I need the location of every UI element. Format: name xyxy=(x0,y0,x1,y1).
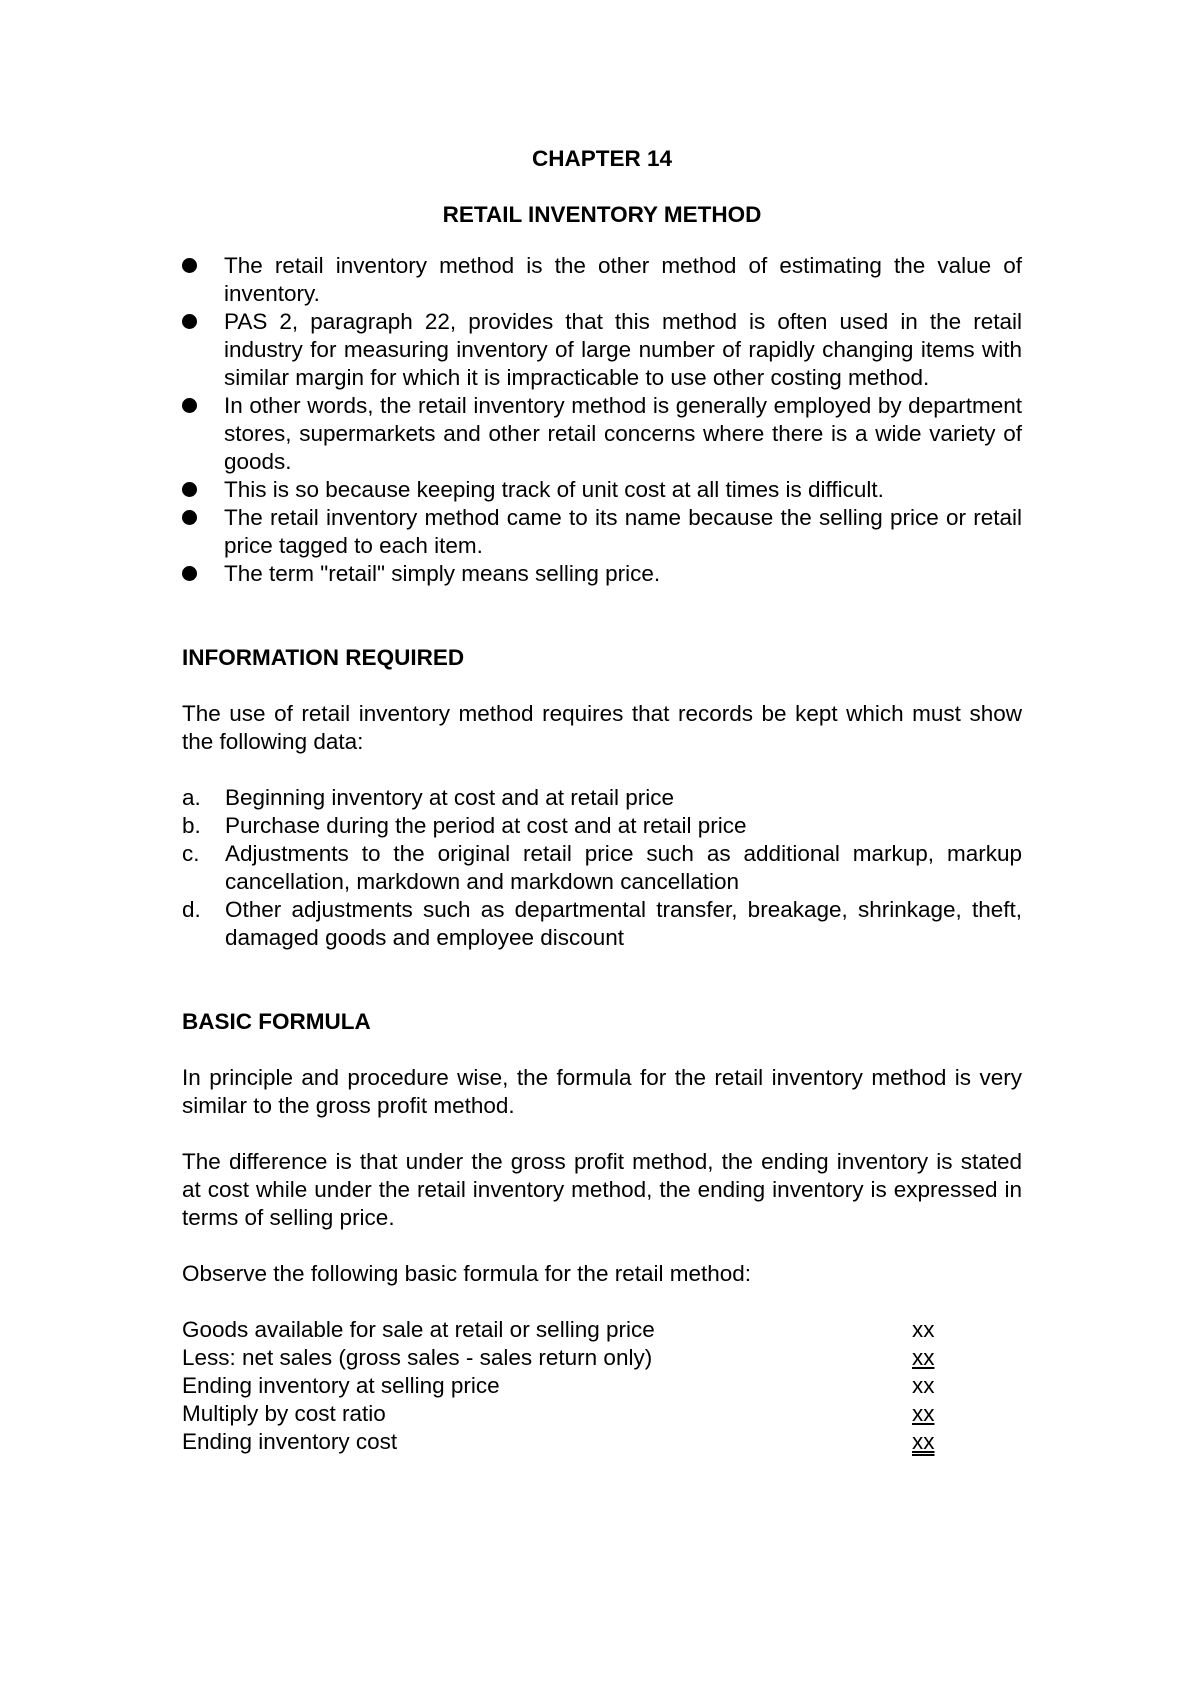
bullet-item: PAS 2, paragraph 22, provides that this method is often used in the retail industry for measuring inventory of large number of rapidly changing items with similar margin for which it is impracticable to use other costing method. xyxy=(182,308,1022,392)
formula-paragraph-2: The difference is that under the gross profit method, the ending inventory is stated at cost while under the retail inventory method, the ending inventory is expressed in terms of selling price. xyxy=(182,1149,1022,1230)
formula-row: Goods available for sale at retail or selling price xx xyxy=(182,1317,935,1342)
formula-row: Less: net sales (gross sales - sales return only) xx xyxy=(182,1345,935,1370)
bullet-item: The retail inventory method came to its name because the selling price or retail price tagged to each item. xyxy=(182,504,1022,560)
list-item: b. Purchase during the period at cost and at retail price xyxy=(182,813,747,838)
bullet-item: In other words, the retail inventory method is generally employed by department stores, supermarkets and other retail concerns where there is a wide variety of goods. xyxy=(182,392,1022,476)
section-title: RETAIL INVENTORY METHOD xyxy=(442,202,762,227)
required-data-list xyxy=(182,784,1022,952)
list-item: a. Beginning inventory at cost and at retail price xyxy=(182,785,675,810)
bullet-dot-icon xyxy=(182,258,197,273)
bullet-dot-icon xyxy=(182,314,197,329)
formula-table xyxy=(182,1316,1022,1456)
bullet-dot-icon xyxy=(182,398,197,413)
bullet-dot-icon xyxy=(182,566,197,581)
document-page xyxy=(182,145,1022,1456)
bullet-item: The retail inventory method is the other method of estimating the value of inventory. xyxy=(182,252,1022,308)
basic-formula-heading: BASIC FORMULA xyxy=(182,1009,371,1034)
bullet-item: The term "retail" simply means selling price. xyxy=(182,560,1022,588)
info-required-heading: INFORMATION REQUIRED xyxy=(182,645,465,670)
list-item: c. Adjustments to the original retail price such as additional markup, markup cancellation, markdown and markdown cancellation xyxy=(182,841,1022,894)
formula-value: xx xyxy=(912,1345,935,1370)
formula-paragraph-1: In principle and procedure wise, the formula for the retail inventory method is very similar to the gross profit method. xyxy=(182,1065,1022,1118)
formula-value: xx xyxy=(912,1373,935,1398)
formula-row: Ending inventory cost xx xyxy=(182,1429,935,1454)
formula-row: Multiply by cost ratio xx xyxy=(182,1401,935,1426)
list-item: d. Other adjustments such as departmental transfer, breakage, shrinkage, theft, damaged goods and employee discount xyxy=(182,897,1022,950)
bullet-dot-icon xyxy=(182,510,197,525)
formula-row: Ending inventory at selling price xx xyxy=(182,1373,935,1398)
chapter-heading: CHAPTER 14 xyxy=(531,146,673,171)
bullet-dot-icon xyxy=(182,482,197,497)
info-required-intro: The use of retail inventory method requires that records be kept which must show the following data: xyxy=(182,701,1022,754)
formula-value: xx xyxy=(912,1317,935,1342)
formula-value: xx xyxy=(912,1401,935,1426)
formula-value: xx xyxy=(912,1429,935,1454)
intro-bullet-list xyxy=(182,252,1022,588)
formula-paragraph-3: Observe the following basic formula for the retail method: xyxy=(182,1261,752,1286)
bullet-item: This is so because keeping track of unit cost at all times is difficult. xyxy=(182,476,1022,504)
